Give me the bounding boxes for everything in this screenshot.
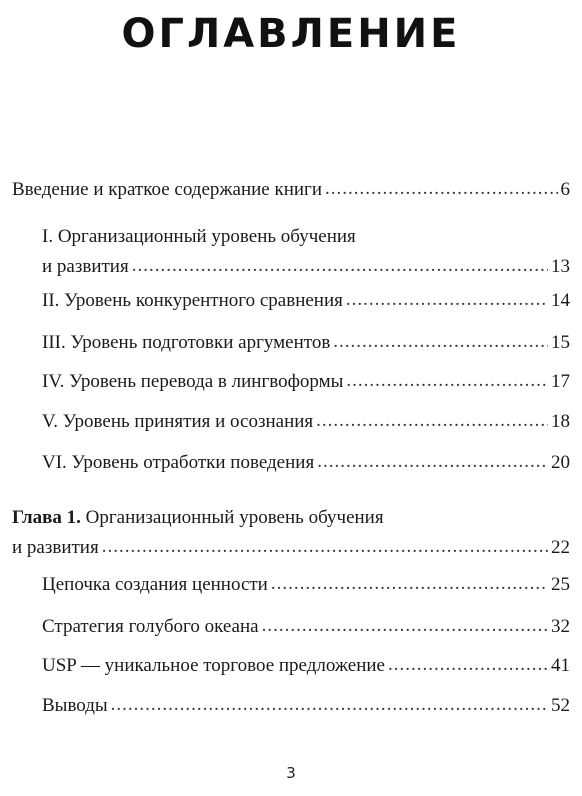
toc-entry-title: VI. Уровень отработки поведения [42, 452, 315, 473]
leader-dots [111, 690, 548, 720]
toc-entry-conclusions[interactable] [42, 691, 570, 721]
toc-entry-blue-ocean[interactable] [42, 612, 570, 642]
leader-dots [325, 174, 557, 204]
toc-entry-page: 52 [551, 695, 570, 716]
page-number: 3 [286, 764, 296, 782]
toc-entry-page: 13 [551, 256, 570, 277]
toc-entry-page: 22 [551, 537, 570, 558]
toc-entry-title: IV. Уровень перевода в лингвоформы [42, 371, 344, 392]
toc-entry-title: Выводы [42, 695, 108, 716]
toc-entry-title-line1: I. Организационный уровень обучения [42, 226, 356, 247]
toc-entry-page: 6 [560, 179, 570, 200]
toc-entry-title: V. Уровень принятия и осознания [42, 411, 314, 432]
toc-entry-title: III. Уровень подготовки аргументов [42, 332, 331, 353]
toc-entry-page: 32 [551, 616, 570, 637]
toc-entry-level-6[interactable] [42, 448, 570, 478]
chapter-label: Глава 1. [12, 507, 81, 528]
toc-entry-level-4[interactable] [42, 367, 570, 397]
leader-dots [346, 285, 548, 315]
leader-dots [132, 251, 548, 281]
toc-entry-title: Стратегия голубого океана [42, 616, 259, 637]
toc-entry-level-5[interactable] [42, 407, 570, 437]
toc-entry-level-2[interactable] [42, 286, 570, 316]
toc-entry-chapter-1[interactable] [12, 503, 570, 563]
toc-entry-title: II. Уровень конкурентного сравнения [42, 290, 343, 311]
toc-entry-usp[interactable] [42, 651, 570, 681]
toc-entry-title: и развития [12, 537, 99, 558]
toc-entry-title-line1-wrapper [12, 503, 570, 533]
toc-entry-page: 14 [551, 290, 570, 311]
leader-dots [346, 366, 548, 396]
toc-entry-level-1[interactable] [42, 222, 570, 282]
toc-entry-title: USP — уникальное торговое предложение [42, 655, 385, 676]
toc-entry-page: 15 [551, 332, 570, 353]
toc-entry-title: Цепочка создания ценности [42, 574, 268, 595]
leader-dots [102, 532, 548, 562]
toc-entry-value-chain[interactable] [42, 570, 570, 600]
leader-dots [388, 650, 548, 680]
toc-entry-page: 25 [551, 574, 570, 595]
toc-entry-page: 20 [551, 452, 570, 473]
leader-dots [317, 447, 548, 477]
toc-entry-level-3[interactable] [42, 328, 570, 358]
toc-entry-page: 18 [551, 411, 570, 432]
page-title: ОГЛАВЛЕНИЕ [121, 11, 461, 57]
toc-entry-title-line1: Организационный уровень обучения [80, 507, 384, 528]
toc-entry-title: и развития [42, 256, 129, 277]
toc-entry-title: Введение и краткое содержание книги [12, 179, 323, 200]
leader-dots [333, 327, 548, 357]
leader-dots [262, 611, 548, 641]
toc-entry-page: 41 [551, 655, 570, 676]
toc-entry-page: 17 [551, 371, 570, 392]
leader-dots [271, 569, 548, 599]
leader-dots [316, 406, 548, 436]
toc-entry-introduction[interactable] [12, 175, 570, 205]
